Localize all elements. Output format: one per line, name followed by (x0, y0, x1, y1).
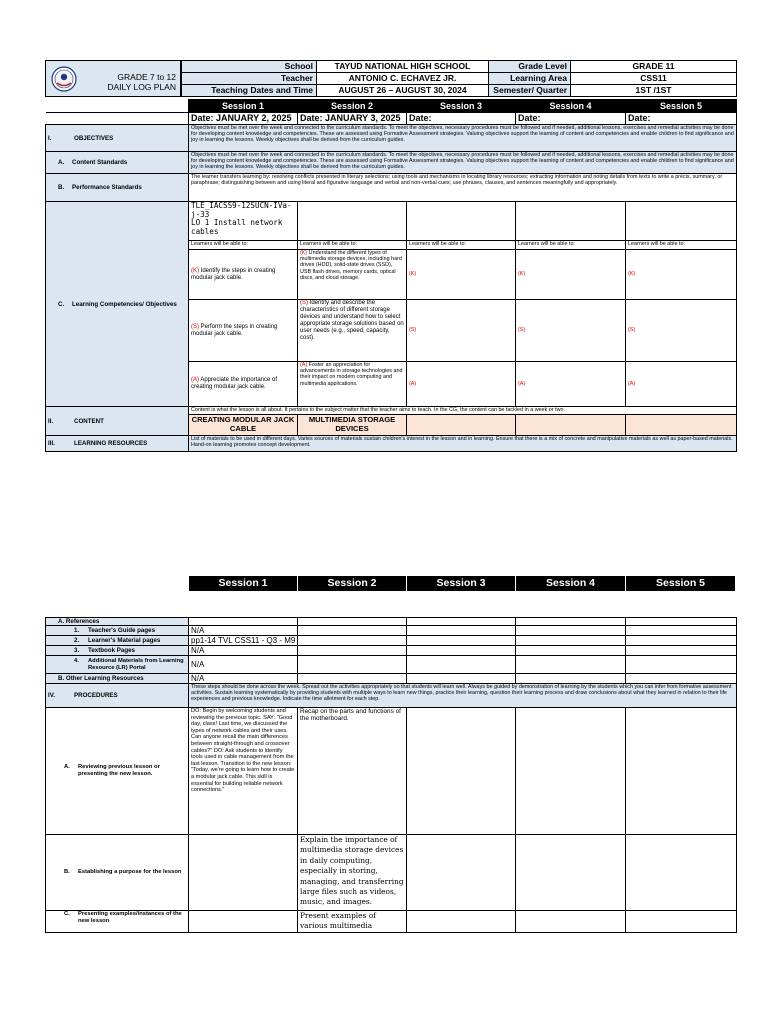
learning-resources-text: List of materials to be used in different days. Varies sources of materials sustain children's interest in the lesson and in learning. Ensure that there is a mix of concrete and manipulative materials as well as paper-based materials. Hand-on learning promotes concept development. (189, 436, 737, 452)
s-tag-s2: (S) (300, 300, 308, 306)
header-row-teacher (182, 73, 737, 85)
able-s4: Learners will be able to: (516, 241, 626, 250)
ref-tg-label: Teacher's Guide pages (88, 627, 156, 634)
session-header-row (46, 100, 737, 113)
session-1-header: Session 1 (189, 100, 298, 113)
semester-label: Semester/ Quarter (489, 85, 571, 97)
content-row (46, 407, 737, 436)
k-tag-s2: (K) (300, 250, 308, 256)
procedure-a-s2: Recap on the parts and functions of the motherboard. (298, 708, 407, 835)
procedure-a-row (46, 708, 737, 835)
content-standards-row (46, 152, 737, 174)
ref-lr-label: Additional Materials from Learning Resource (LR) Portal (88, 657, 184, 671)
procedure-c-s2: Present examples of various multimedia (298, 911, 407, 933)
competency-code: TLE_IACSS9-12SUCN-IVa-j-33 (191, 201, 292, 219)
p2-session-4-header: Session 4 (516, 576, 626, 592)
procedure-b-s2: Explain the importance of multimedia storage devices in daily computing, especially in storing, managing, and transferring large files such as videos, music, and images. (298, 835, 407, 911)
other-resources-value: N/A (189, 674, 298, 684)
ref-tg-value: N/A (189, 626, 298, 636)
able-s3: Learners will be able to: (407, 241, 516, 250)
k-text-s1: Identify the steps in creating modular jack cable. (191, 267, 276, 281)
procedures-text: These steps should be done across the week. Spread out the activities appropriately so that students will learn well. Always be guided by demonstration of learning by the students which you can infer from formative assessment activities. Sustain learning systematically by providing students with multiple ways to learn new things, practice their learning, question their learning process and draw conclusions about what they learned in relation to their life experiences and previous knowledge. Indicate the time allotment for each step. (189, 684, 737, 708)
able-s5: Learners will be able to: (626, 241, 737, 250)
performance-standards-num: B. (58, 184, 65, 191)
p2-session-2-header: Session 2 (298, 576, 407, 592)
session-5-header: Session 5 (626, 100, 737, 113)
procedure-c-row (46, 911, 737, 933)
semester-value: 1ST /1ST (571, 85, 737, 97)
performance-standards-label: Performance Standards (72, 184, 142, 191)
content-label: CONTENT (74, 417, 104, 425)
learning-area-label: Learning Area (489, 73, 571, 85)
session-4-header: Session 4 (516, 100, 626, 113)
ref-lm-num: 2. (74, 637, 80, 644)
competency-code-row (46, 202, 737, 241)
form-title-dll: DAILY LOG PLAN (107, 82, 176, 92)
other-resources-row (46, 674, 737, 684)
able-s2: Learners will be able to: (298, 241, 407, 250)
procedure-a-num: A. (64, 764, 70, 771)
k-tag-s4: (K) (516, 250, 626, 300)
ref-tb-value: N/A (189, 646, 298, 656)
content-standards-label: Content Standards (72, 159, 128, 166)
content-note: Content is what the lesson is all about. It pertains to the subject matter that the teacher aims to teach. In the CG, the content can be tackled in a week or two. (189, 407, 736, 415)
teacher-label: Teacher (182, 73, 317, 85)
procedure-a-label: Reviewing previous lesson or presenting the new lesson. (78, 764, 160, 777)
a-tag-s4: (A) (516, 362, 626, 407)
references-row (46, 618, 737, 626)
date-row (46, 113, 737, 125)
competencies-label: Learning Competencies/ Objectives (72, 300, 177, 308)
s-tag-s3: (S) (407, 300, 516, 362)
procedures-row (46, 684, 737, 708)
procedures-label: PROCEDURES (74, 692, 118, 699)
content-standards-num: A. (58, 159, 65, 166)
procedure-b-num: B. (64, 869, 70, 876)
session-1-date: Date: JANUARY 2, 2025 (189, 113, 298, 125)
grade-level-value: GRADE 11 (571, 61, 737, 73)
a-tag-s3: (A) (407, 362, 516, 407)
objectives-num: I. (48, 134, 52, 142)
a-tag-s1: (A) (191, 377, 199, 383)
able-s1: Learners will be able to: (189, 241, 298, 250)
teaching-dates-value: AUGUST 26 – AUGUST 30, 2024 (317, 85, 489, 97)
performance-standards-row (46, 174, 737, 202)
a-tag-s5: (A) (626, 362, 737, 407)
deped-seal-icon (51, 66, 77, 92)
ref-tg-num: 1. (74, 627, 80, 634)
s-tag-s4: (S) (516, 300, 626, 362)
session-4-date: Date: (516, 113, 626, 125)
other-resources-label: B. Other Learning Resources (46, 674, 189, 684)
ref-tb-num: 3. (74, 647, 80, 654)
session-2-date: Date: JANUARY 3, 2025 (298, 113, 407, 125)
procedure-a-s1: DO: Begin by welcoming students and reviewing the previous topic. SAY: "Good day, class! Last time, we discussed the types of network cables and their uses. Can anyone recall the main differences between straight-through and crossover cables?" DO: Ask students to identify tools used in cable management from the last lesson. Transition to the new lesson: "Today, we're going to learn how to create a modular jack cable. This skill is essential for building reliable network connections." (189, 708, 298, 835)
grade-level-label: Grade Level (489, 61, 571, 73)
references-label: A. References (46, 618, 189, 626)
learning-resources-row (46, 436, 737, 452)
ref-lm-value: pp1-14 TVL CSS11 - Q3 - M9 (189, 636, 298, 646)
ref-row-tb (46, 646, 737, 656)
objectives-label: OBJECTIVES (74, 134, 114, 142)
teaching-dates-label: Teaching Dates and Time (182, 85, 317, 97)
competencies-num: C. (58, 300, 65, 308)
s-tag-s5: (S) (626, 300, 737, 362)
ref-row-tg (46, 626, 737, 636)
header-title-block (45, 60, 181, 97)
performance-standards-text: The learner transfers learning by: resolving conflicts presented in literary selections; using tools and mechanisms in locating library resources; extracting information and noting details from texts to write a précis, summary, or paraphrase; distinguishing between and using literal and figurative language and verbal and non-verbal cues; use phrases, clauses, and sentences meaningfully and appropriately. (189, 174, 737, 202)
content-standards-text: Objectives must be met over the week and connected to the curriculum standards. To meet the objectives, necessary procedures must be followed and if needed, additional lessons, exercises and remedial activities may be done for developing content knowledge and competencies. These are assessed using Formative Assessment strategies. Valuing objectives support the learning of content and competencies and enable children to find significance and joy in learning the lessons. Weekly objectives shall be derived from the curriculum guides. (189, 152, 737, 174)
s-text-s1: Perform the steps in creating modular jack cable. (191, 323, 278, 337)
dll-table-page2 (45, 617, 737, 933)
learning-resources-label: LEARNING RESOURCES (74, 440, 148, 447)
ref-tb-label: Textbook Pages (88, 647, 135, 654)
p2-session-3-header: Session 3 (407, 576, 516, 592)
header-row-school (182, 61, 737, 73)
session-3-date: Date: (407, 113, 516, 125)
s-text-s2: Identify and describe the characteristics of different storage devices and understand how to select appropriate storage solutions based on user needs (e.g., speed, capacity, cost). (300, 300, 404, 341)
k-text-s2: Understand the different types of multimedia storage devices, including hard drives (HDD), solid-state drives (SSD), USB flash drives, memory cards, optical discs, and cloud storage. (300, 250, 402, 281)
content-s1: CREATING MODULAR JACK CABLE (189, 415, 298, 435)
a-text-s1: Appreciate the importance of creating modular jack cable. (191, 377, 278, 390)
learning-resources-num: III. (48, 440, 55, 447)
content-num: II. (48, 417, 54, 425)
p2-session-1-header: Session 1 (189, 576, 298, 592)
procedures-num: IV. (48, 692, 55, 699)
ref-row-lr (46, 656, 737, 674)
procedure-b-row (46, 835, 737, 911)
school-label: School (182, 61, 317, 73)
learning-outcome: LO 1 Install network cables (191, 218, 283, 236)
s-tag-s1: (S) (191, 323, 199, 330)
session-5-date: Date: (626, 113, 737, 125)
ref-lr-value: N/A (189, 656, 298, 674)
header-row-dates (182, 85, 737, 97)
form-title-grade: GRADE 7 to 12 (117, 72, 176, 82)
k-tag-s3: (K) (407, 250, 516, 300)
a-text-s2: Foster an appreciation for advancements in storage technologies and their impact on modern computing and multimedia applications. (300, 362, 403, 387)
p2-session-5-header: Session 5 (626, 576, 736, 592)
dll-main-table (45, 99, 737, 452)
procedure-b-label: Establishing a purpose for the lesson (78, 869, 182, 876)
k-tag-s1: (K) (191, 267, 199, 274)
header-info-table (181, 60, 737, 97)
session-2-header: Session 2 (298, 100, 407, 113)
teacher-value: ANTONIO C. ECHAVEZ JR. (317, 73, 489, 85)
procedure-c-num: C. (64, 911, 70, 917)
ref-lr-num: 4. (74, 657, 79, 664)
ref-lm-label: Learner's Material pages (88, 637, 161, 644)
learning-area-value: CSS11 (571, 73, 737, 85)
ref-row-lm (46, 636, 737, 646)
objectives-text: Objectives must be met over the week and connected to the curriculum standards. To meet the objectives, necessary procedures must be followed and if needed, additional lessons, exercises and remedial activities may be done for developing content knowledge and competencies. These are assessed using Formative Assessment strategies. Valuing objectives support the learning of content and competencies and enable children to find significance and joy in learning the lessons. Weekly objectives shall be derived from the curriculum guides. (189, 125, 737, 152)
school-value: TAYUD NATIONAL HIGH SCHOOL (317, 61, 489, 73)
session-3-header: Session 3 (407, 100, 516, 113)
session-header-page2 (188, 575, 736, 592)
k-tag-s5: (K) (626, 250, 737, 300)
content-s2: MULTIMEDIA STORAGE DEVICES (298, 415, 407, 435)
objectives-row (46, 125, 737, 152)
procedure-c-label: Presenting examples/instances of the new lesson (78, 911, 182, 924)
a-tag-s2: (A) (300, 362, 308, 368)
